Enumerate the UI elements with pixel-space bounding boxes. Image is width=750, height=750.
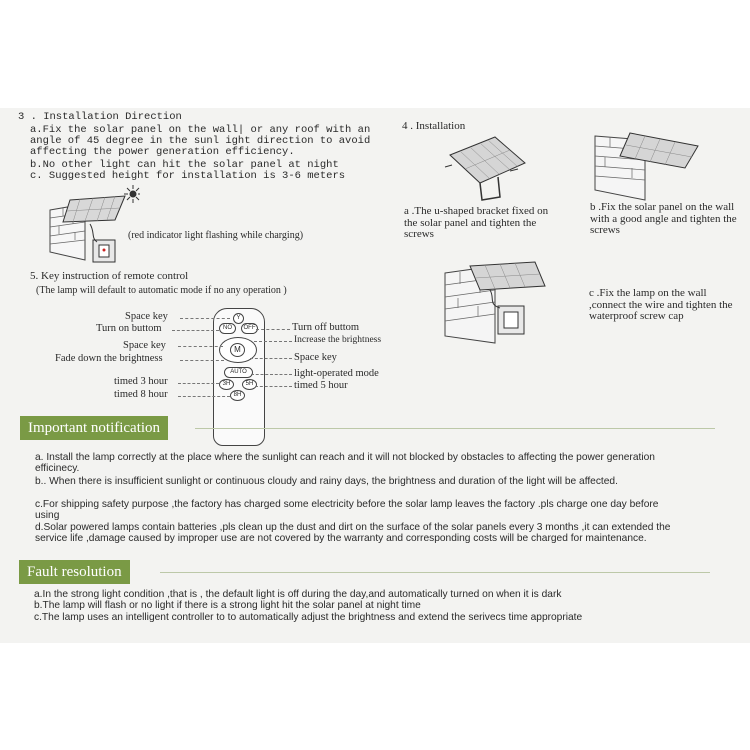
label-space-key-3: Space key — [294, 352, 337, 363]
lamp-wall-illustration — [440, 258, 550, 348]
important-banner: Important notification — [20, 416, 168, 440]
label-turn-on: Turn on buttom — [96, 323, 162, 334]
important-d: d.Solar powered lamps contain batteries ,pls clean up the dust and dirt on the surface of the solar panels every 3 months ,it can extended the service life ,damage caused by improper use are not covered by the warranty and corresponding costs will be charged for maintenance. — [35, 522, 671, 545]
remote-m-button[interactable]: M — [230, 343, 245, 357]
installation-heading: 4 . Installation — [402, 120, 466, 132]
remote-off-button[interactable]: OFF — [241, 323, 258, 334]
wall-lamp-illustration — [45, 182, 140, 267]
install-direction-a: a.Fix the solar panel on the wall| or any roof with an angle of 45 degree in the sunl ight direction to avoid affecting the power generation efficiency. — [30, 124, 371, 158]
leader-line — [178, 346, 223, 347]
leader-line — [254, 341, 292, 342]
important-a: a. Install the lamp correctly at the place where the sunlight can reach and it will not blocked by obstacles to affecting the power generation efficinecy. — [35, 452, 655, 475]
important-rule — [195, 428, 715, 429]
fault-banner: Fault resolution — [19, 560, 130, 584]
indicator-note: (red indicator light flashing while charging) — [128, 230, 304, 241]
remote-3h-button[interactable]: 3H — [219, 379, 234, 390]
important-b: b.. When there is insufficient sunlight or continuous cloudy and rainy days, the brightness and duration of the light will be affected. — [35, 476, 618, 487]
install-direction-heading: 3 . Installation Direction — [18, 111, 182, 123]
leader-line — [255, 386, 292, 387]
installation-b: b .Fix the solar panel on the wall with a good angle and tighten the screws — [590, 201, 737, 236]
leader-line — [251, 374, 292, 375]
leader-line — [178, 396, 230, 397]
bracket-panel-illustration — [440, 135, 530, 205]
install-direction-b: b.No other light can hit the solar panel at night — [30, 159, 339, 171]
fault-rule — [160, 572, 710, 573]
remote-subheading: (The lamp will default to automatic mode if no any operation ) — [36, 285, 287, 296]
label-increase: Increase the brightness — [294, 335, 382, 345]
label-timed-8: timed 8 hour — [114, 389, 168, 400]
important-c: c.For shipping safety purpose ,the factory has charged some electricity before the solar lamp leaves the factory .pls charge one day before using — [35, 499, 659, 522]
remote-top-button[interactable]: Y — [233, 313, 244, 324]
remote-5h-button[interactable]: 5H — [242, 379, 257, 390]
label-turn-off: Turn off buttom — [292, 322, 360, 333]
leader-line — [256, 329, 290, 330]
label-fade-down: Fade down the brightness — [55, 353, 163, 364]
leader-line — [250, 358, 292, 359]
install-direction-c: c. Suggested height for installation is 3-6 meters — [30, 170, 346, 182]
leader-line — [172, 330, 219, 331]
installation-a: a .The u-shaped bracket fixed on the solar panel and tighten the screws — [404, 205, 549, 240]
fault-a: a.In the strong light condition ,that is , the default light is off during the day,and automatically turned on when it is dark — [34, 589, 562, 600]
leader-line — [180, 360, 224, 361]
remote-heading: 5. Key instruction of remote control — [30, 270, 189, 282]
remote-auto-button[interactable]: AUTO — [224, 367, 253, 378]
label-space-key-1: Space key — [125, 311, 168, 322]
wall-panel-illustration — [590, 128, 700, 203]
label-timed-3: timed 3 hour — [114, 376, 168, 387]
remote-8h-button[interactable]: 8H — [230, 390, 245, 401]
fault-c: c.The lamp uses an intelligent controller to to automatically adjust the brightness and extend the serivecs time appropriate — [34, 612, 583, 623]
remote-on-button[interactable]: NO — [219, 323, 236, 334]
label-space-key-2: Space key — [123, 340, 166, 351]
label-timed-5: timed 5 hour — [294, 380, 348, 391]
fault-b: b.The lamp will flash or no light if there is a strong light hit the solar panel at night time — [34, 600, 421, 611]
leader-line — [178, 383, 219, 384]
leader-line — [180, 318, 230, 319]
installation-c: c .Fix the lamp on the wall ,connect the wire and tighten the waterproof screw cap — [589, 287, 733, 322]
label-light-operated: light-operated mode — [294, 368, 379, 379]
sun-icon — [124, 185, 140, 203]
